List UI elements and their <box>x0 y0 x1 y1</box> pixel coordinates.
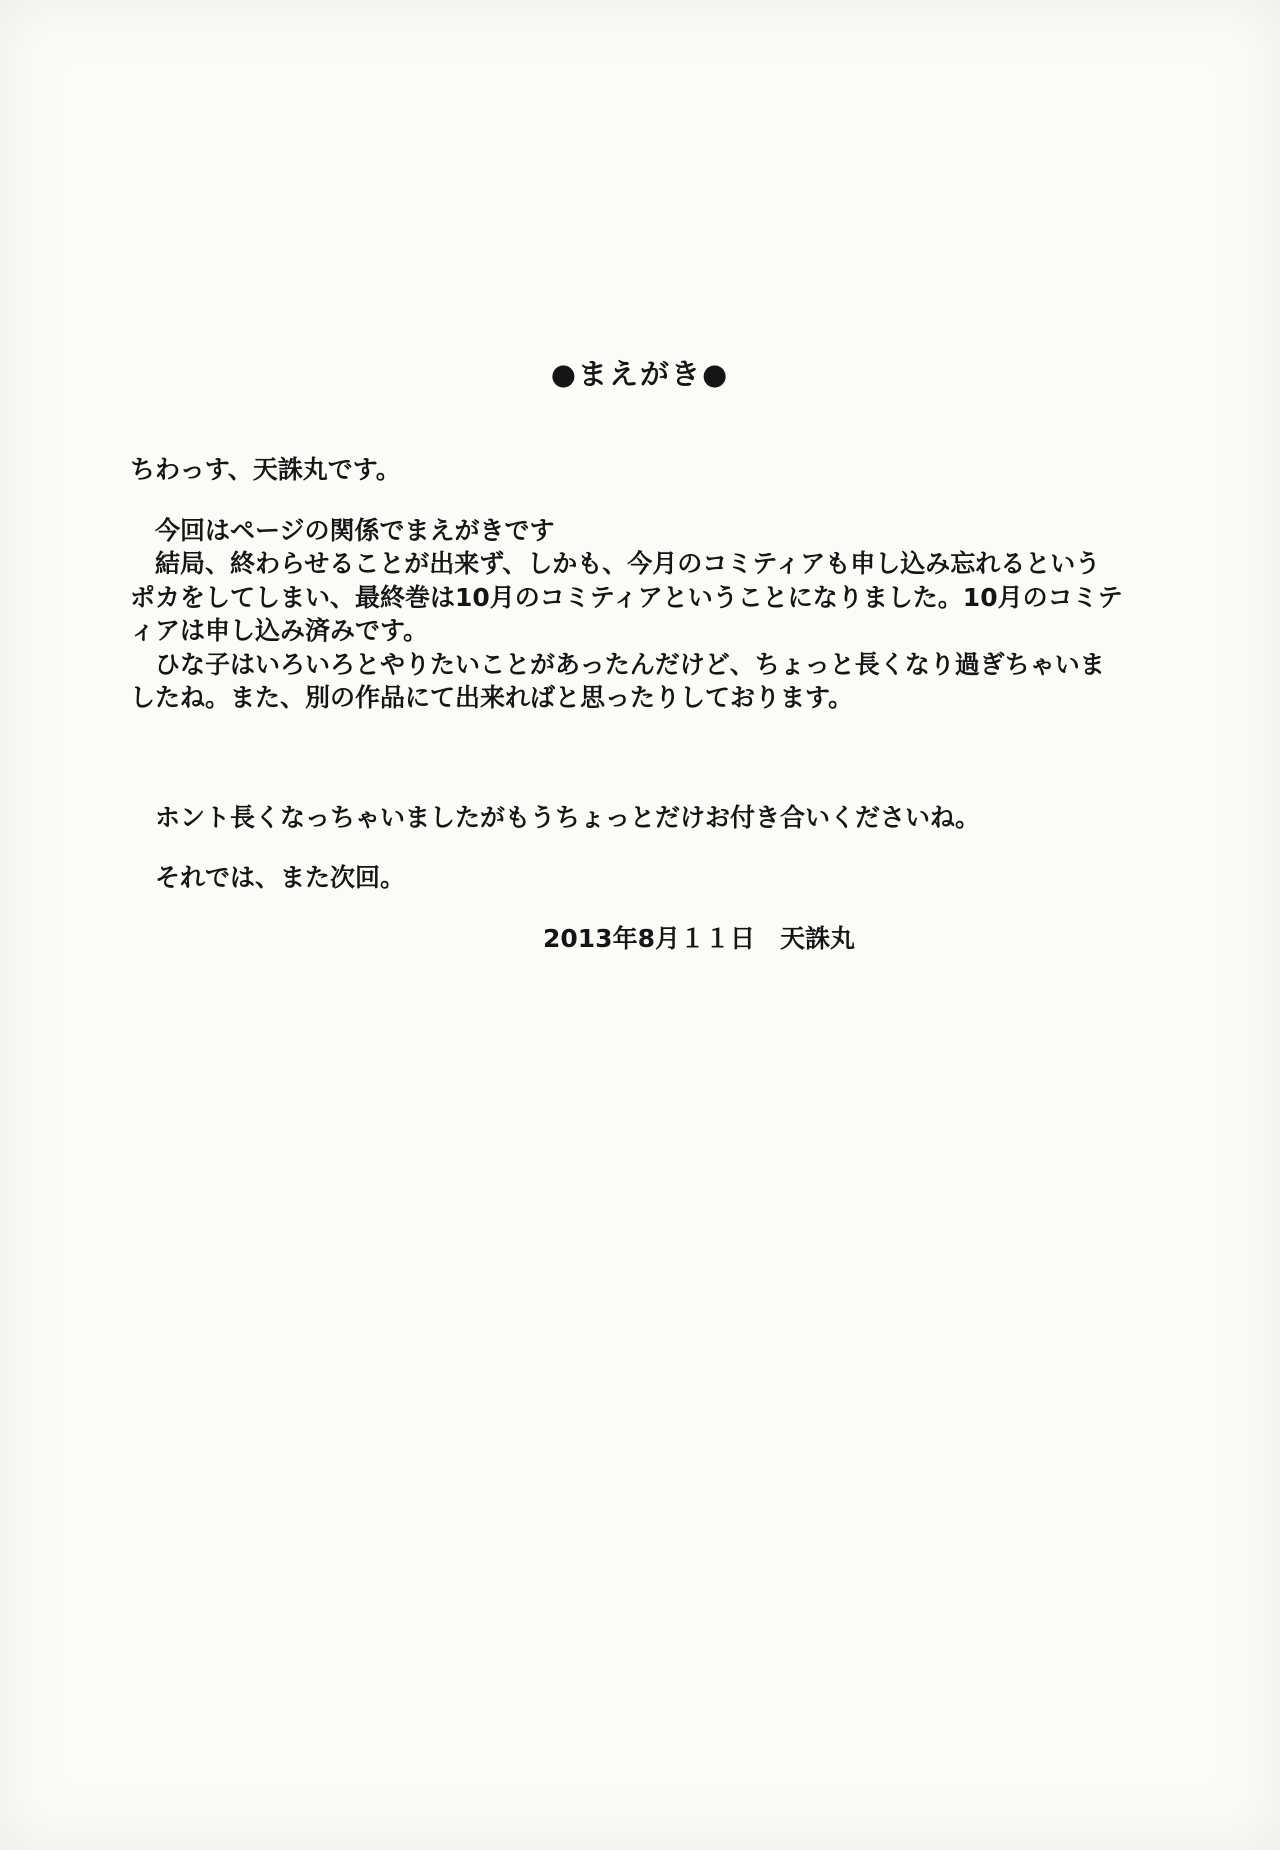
date-signature-line: 2013年8月１１日 天誅丸 <box>543 923 855 953</box>
body-line: ィアは申し込み済みです。 <box>130 616 429 645</box>
body-line: 今回はページの関係でまえがきです <box>130 515 555 545</box>
body-line: ひな子はいろいろとやりたいことがあったんだけど、ちょっと長くなり過ぎちゃいま <box>130 649 1105 679</box>
body-line: ポカをしてしまい、最終巻は10月のコミティアということになりました。10月のコミテ <box>130 582 1123 612</box>
page-title: ●まえがき● <box>550 357 730 391</box>
body-text-block <box>130 453 1130 955</box>
closing-line: それでは、また次回。 <box>130 863 406 892</box>
closing-line: ホント長くなっちゃいましたがもうちょっとだけお付き合いくださいね。 <box>130 802 981 832</box>
body-line: したね。また、別の作品にて出来ればと思ったりしております。 <box>130 683 854 712</box>
greeting-line: ちわっす、天誅丸です。 <box>130 455 401 484</box>
body-line: 結局、終わらせることが出来ず、しかも、今月のコミティアも申し込み忘れるという <box>130 549 1101 578</box>
